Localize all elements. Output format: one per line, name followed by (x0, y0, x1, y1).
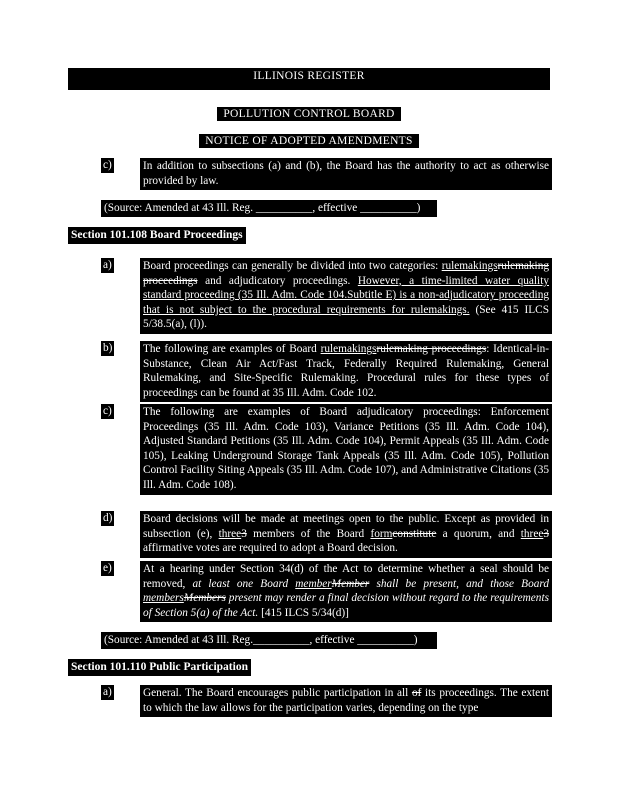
paragraph-label-a-108: a) (103, 259, 112, 271)
d108-text-4: members of the Board (246, 527, 371, 540)
paragraph-c-108: The following are examples of Board adjudicatory proceedings: Enforcement Proceedings (35 Ill. Adm. Code 103), Variance Petitions (35 Ill. Adm. Code 104), Adjusted Standard Petitions (35 Ill. Adm. Code 104), Permit Appeals (35 Ill. Adm. Code 105), Leaking Underground Storage Tank Appeals (35 Ill. Adm. Code 105), Pollution Control Facility Siting Appeals (35 Ill. Adm. Code 107), and Administrative Citations (35 Ill. Adm. Code 108). (140, 404, 552, 495)
a108-delete-rulemaking-proceedings: rulemaking proceedings (143, 260, 549, 287)
paragraph-a-110 (140, 685, 552, 717)
header-title-illinois-register: ILLINOIS REGISTER (253, 70, 365, 82)
d108-delete-3-2: 3 (543, 527, 549, 540)
paragraph-label-a-110: a) (103, 686, 112, 698)
e108-delete-Members: Members (183, 592, 226, 605)
d108-delete-3-1: 3 (241, 527, 247, 540)
e108-italic-5: shall be present, and those Board (369, 577, 549, 590)
a108-insert-however-clause: However, a time-limited water quality standard proceeding (35 Ill. Adm. Code 104.Subtitle E) is a non-adjudicatory proceeding that is not subject to the procedural requirements for rulemakings. (143, 274, 549, 316)
e108-delete-Member: Member (331, 577, 370, 590)
e108-text-1: At a hearing under Section 34(d) of the Act to determine whether a seal should be removed, (143, 563, 549, 590)
d108-insert-three-2: three (520, 527, 544, 540)
a110-text-3: its proceedings. The extent to which the law allows for the participation varies, depending on the type (143, 687, 549, 714)
source-note-1: (Source: Amended at 43 Ill. Reg. __________, effective __________) (101, 200, 437, 217)
header-title-pollution-control-board: POLLUTION CONTROL BOARD (217, 107, 400, 121)
a110-delete-of: of (411, 687, 422, 699)
paragraph-e-108 (140, 561, 552, 622)
a108-text-1: Board proceedings can generally be divided into two categories: (143, 260, 442, 272)
paragraph-label-d-108: d) (103, 512, 113, 524)
paragraph-a-108 (140, 258, 552, 334)
paragraph-d-108 (140, 511, 552, 558)
section-heading-101-110: Section 101.110 Public Participation (68, 659, 251, 676)
paragraph-label-c-top: c) (103, 159, 112, 171)
b108-text-1: The following are examples of Board (143, 343, 321, 355)
d108-text-1: Board decisions will be made at meetings open to the public. Except as provided in subsection (e), (143, 513, 549, 540)
e108-insert-members: members (143, 592, 184, 605)
b108-delete-rulemaking-proceedings: rulemaking proceedings (376, 343, 487, 355)
paragraph-label-e-108: e) (103, 562, 112, 574)
a108-text-4: and adjudicatory proceedings. (197, 274, 358, 287)
a108-text-6: (See 415 ILCS 5/38.5(a), (l)). (143, 303, 549, 331)
paragraph-label-b-108: b) (103, 342, 113, 354)
source-note-2: (Source: Amended at 43 Ill. Reg.__________, effective __________) (101, 632, 437, 649)
e108-citation: [415 ILCS 5/34(d)] (258, 606, 349, 619)
b108-text-4: : Identical-in-Substance, Clean Air Act/Fast Track, Federally Required Rulemaking, General Rulemaking, and Site-Specific Rulemaking. Procedural rules for these types of proceedings can be found at 35 Ill. Adm. Code 102. (143, 343, 550, 399)
e108-italic-1: at least one Board (192, 577, 296, 590)
paragraph-b-108 (140, 341, 552, 402)
d108-text-7: a quorum, and (436, 527, 521, 540)
document-header-bar (68, 68, 550, 90)
d108-insert-three-1: three (218, 527, 242, 540)
d108-insert-form: form (370, 527, 393, 540)
d108-delete-constitute: constitute (392, 527, 437, 540)
e108-insert-member: member (295, 577, 332, 590)
paragraph-c-top: In addition to subsections (a) and (b), the Board has the authority to act as otherwise provided by law. (140, 158, 552, 190)
e108-italic-8: present may render a final decision without regard to the requirements of Section 5(a) of the Act. (143, 592, 549, 619)
section-heading-101-108: Section 101.108 Board Proceedings (68, 227, 246, 244)
paragraph-label-c-108: c) (103, 405, 112, 417)
header-title-notice-of-adopted-amendments: NOTICE OF ADOPTED AMENDMENTS (199, 134, 418, 148)
header-notice-line (68, 131, 550, 149)
a108-insert-rulemakings: rulemakings (441, 260, 498, 272)
d108-text-10: affirmative votes are required to adopt a Board decision. (143, 542, 398, 555)
header-agency-line (68, 104, 550, 122)
b108-insert-rulemakings: rulemakings (320, 343, 377, 355)
a110-text-1: General. The Board encourages public participation in all (143, 687, 412, 699)
